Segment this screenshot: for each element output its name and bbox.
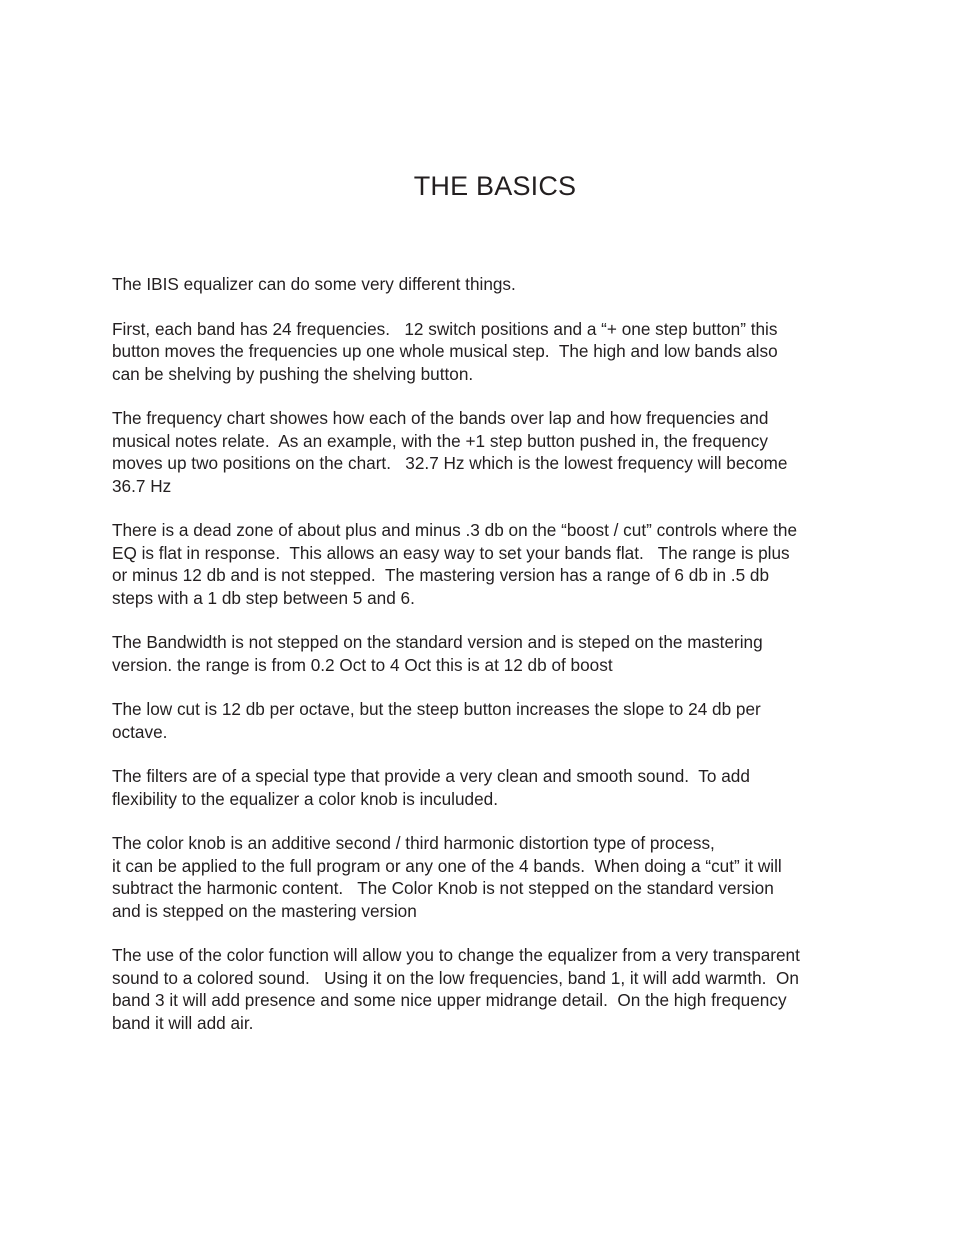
paragraph-line: it can be applied to the full program or any one of the 4 bands. When doing a “cut” it will (112, 855, 782, 876)
paragraph-line: and is stepped on the mastering version (112, 900, 417, 921)
paragraph-line: or minus 12 db and is not stepped. The mastering version has a range of 6 db in .5 db (112, 565, 770, 585)
paragraph (112, 318, 872, 386)
body-text (112, 273, 872, 1056)
paragraph-line: EQ is flat in response. This allows an easy way to set your bands flat. The range is plus (112, 542, 790, 563)
paragraph-line: The IBIS equalizer can do some very different things. (112, 274, 516, 294)
paragraph-line: The Bandwidth is not stepped on the standard version and is steped on the mastering (112, 632, 763, 652)
paragraph-line: moves up two positions on the chart. 32.7 Hz which is the lowest frequency will become (112, 453, 788, 473)
paragraph-line: octave. (112, 721, 168, 742)
paragraph-line: band 3 it will add presence and some nice upper midrange detail. On the high frequency (112, 990, 787, 1010)
paragraph-line: First, each band has 24 frequencies. 12 switch positions and a “+ one step button” this (112, 318, 778, 339)
paragraph-line: subtract the harmonic content. The Color Knob is not stepped on the standard version (112, 878, 774, 898)
paragraph-line: version. the range is from 0.2 Oct to 4 Oct this is at 12 db of boost (112, 654, 613, 675)
paragraph (112, 765, 872, 810)
paragraph-line: 36.7 Hz (112, 475, 172, 496)
paragraph-line: can be shelving by pushing the shelving button. (112, 363, 474, 384)
paragraph-line: steps with a 1 db step between 5 and 6. (112, 587, 415, 608)
paragraph-line: button moves the frequencies up one whole musical step. The high and low bands also (112, 341, 778, 361)
paragraph-line: flexibility to the equalizer a color knob is inculuded. (112, 788, 498, 809)
page-title: THE BASICS (413, 171, 577, 201)
paragraph-line: musical notes relate. As an example, with the +1 step button pushed in, the frequency (112, 430, 768, 451)
paragraph-line: The frequency chart showes how each of the bands over lap and how frequencies and (112, 408, 769, 428)
paragraph (112, 698, 872, 743)
paragraph-line: There is a dead zone of about plus and minus .3 db on the “boost / cut” controls where the (112, 520, 798, 540)
paragraph (112, 407, 872, 497)
paragraph-line: The use of the color function will allow you to change the equalizer from a very transparent (112, 945, 800, 965)
paragraph (112, 273, 872, 296)
paragraph-line: The color knob is an additive second / third harmonic distortion type of process, (112, 833, 715, 853)
paragraph (112, 944, 872, 1034)
paragraph (112, 832, 872, 922)
paragraph (112, 519, 872, 609)
paragraph (112, 631, 872, 676)
paragraph-line: band it will add air. (112, 1012, 254, 1033)
paragraph-line: The filters are of a special type that provide a very clean and smooth sound. To add (112, 766, 750, 786)
paragraph-line: sound to a colored sound. Using it on the low frequencies, band 1, it will add warmth. On (112, 967, 799, 988)
paragraph-line: The low cut is 12 db per octave, but the steep button increases the slope to 24 db per (112, 699, 761, 719)
